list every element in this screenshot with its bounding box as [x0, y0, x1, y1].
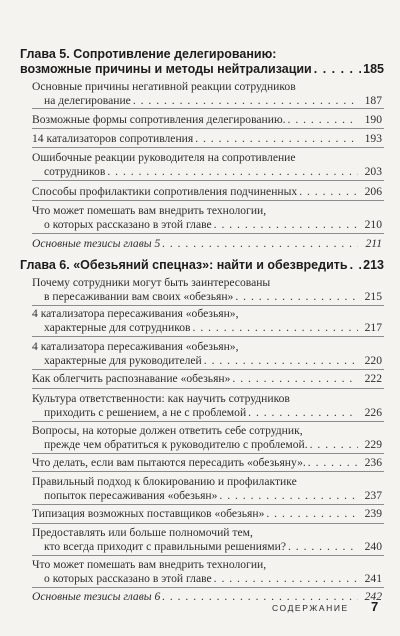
toc-entry[interactable] [32, 185, 382, 199]
chapter-5-heading [20, 47, 384, 77]
entry-page-number: 241 [364, 571, 382, 585]
entry-text: попыток пересаживания «обезьян» [44, 489, 218, 503]
chapter-title-line: возможные причины и методы нейтрализации [20, 62, 312, 77]
entry-page-number: 237 [364, 489, 382, 503]
entry-page-number: 236 [364, 455, 382, 469]
entry-divider [32, 504, 384, 505]
toc-entry[interactable] [32, 340, 382, 368]
entry-divider [32, 336, 384, 337]
entry-divider [32, 388, 384, 389]
entry-page-number: 217 [364, 321, 382, 335]
entry-text: сотрудников [44, 165, 106, 179]
chapter-page-number: 185 [363, 62, 384, 77]
entry-text: Предоставлять или больше полномочий тем, [32, 526, 253, 540]
entry-text: Что может помешать вам внедрить технологии, [32, 204, 267, 218]
entry-text: Типизация возможных поставщиков «обезьян» [32, 506, 265, 520]
entry-text: о которых рассказано в этой главе [44, 571, 212, 585]
page-number: 7 [371, 599, 379, 615]
entry-text: Правильный подход к блокированию и профилактике [32, 475, 297, 489]
entry-page-number: 190 [364, 112, 382, 126]
entry-divider [32, 421, 384, 422]
entry-page-number: 211 [365, 237, 382, 251]
toc-entry[interactable] [32, 276, 382, 304]
entry-page-number: 210 [364, 218, 382, 232]
entry-divider [32, 523, 384, 524]
toc-entry[interactable] [32, 456, 382, 470]
toc-entry[interactable] [32, 132, 382, 146]
entry-divider [32, 233, 384, 234]
toc-entry[interactable] [32, 372, 382, 386]
toc-entry[interactable] [32, 424, 382, 452]
entry-text: Возможные формы сопротивления делегированию. [32, 112, 286, 126]
entry-divider [32, 128, 384, 129]
entry-text: прежде чем обратиться к руководителю с проблемой. [44, 438, 308, 451]
entry-text: Способы профилактики сопротивления подчиненных [32, 185, 298, 198]
entry-text: Как облегчить распознавание «обезьян» [32, 372, 231, 385]
entry-page-number: 187 [364, 94, 382, 107]
toc-entry[interactable] [32, 307, 382, 335]
entry-text: Вопросы, на которые должен ответить себе сотрудник, [32, 424, 303, 437]
entry-text: Основные тезисы главы 6 [32, 589, 161, 603]
entry-divider [32, 587, 384, 588]
entry-text: характерные для сотрудников [44, 321, 191, 335]
chapter-title-line: Глава 6. «Обезьяний спецназ»: найти и обезвредить [20, 258, 348, 273]
entry-page-number: 222 [364, 372, 382, 385]
entry-page-number: 193 [364, 132, 382, 145]
toc-entry[interactable] [32, 151, 382, 179]
toc-entry[interactable] [32, 80, 382, 108]
entry-text: 4 катализатора пересаживания «обезьян», [32, 340, 239, 354]
toc-entry[interactable] [32, 507, 382, 521]
toc-entry[interactable] [32, 204, 382, 232]
entry-text: кто всегда приходит с правильными решениями? [44, 540, 286, 554]
entry-text: на делегирование [44, 94, 131, 107]
entry-text: приходить с решением, а не с проблемой [44, 406, 247, 420]
entry-text: в пересаживании вам своих «обезьян» [44, 289, 234, 303]
entry-divider [32, 555, 384, 556]
entry-text: о которых рассказано в этой главе [44, 218, 212, 232]
entry-text: Что делать, если вам пытаются пересадить «обезьяну». [32, 455, 306, 469]
toc-entry[interactable] [32, 558, 382, 586]
entry-text: 4 катализатора пересаживания «обезьян», [32, 307, 239, 321]
entry-page-number: 203 [364, 165, 382, 179]
entry-text: Что может помешать вам внедрить технологии, [32, 557, 267, 571]
toc-entry[interactable] [32, 113, 382, 127]
toc-entry[interactable] [32, 392, 382, 420]
entry-page-number: 220 [364, 354, 382, 368]
toc-entry[interactable] [32, 590, 382, 604]
entry-text: Ошибочные реакции руководителя на сопротивление [32, 151, 296, 165]
entry-page-number: 229 [364, 438, 382, 451]
entry-text: характерные для руководителей [44, 354, 202, 368]
entry-divider [32, 180, 384, 181]
entry-page-number: 242 [364, 589, 382, 603]
entry-divider [32, 453, 384, 454]
entry-divider [32, 471, 384, 472]
entry-text: Культура ответственности: как научить сотрудников [32, 392, 290, 406]
toc-entry[interactable] [32, 475, 382, 503]
entry-divider [32, 305, 384, 306]
entry-text: Основные причины негативной реакции сотрудников [32, 80, 296, 93]
entry-page-number: 215 [364, 289, 382, 303]
toc-entry[interactable] [32, 526, 382, 554]
entry-divider [32, 369, 384, 370]
entry-text: Почему сотрудники могут быть заинтересованы [32, 275, 271, 289]
chapter-page-number: 213 [363, 258, 384, 273]
entry-divider [32, 147, 384, 148]
entry-text: 14 катализаторов сопротивления [32, 132, 194, 145]
entry-divider [32, 200, 384, 201]
entry-text: Основные тезисы главы 5 [32, 237, 161, 251]
toc-entry[interactable] [32, 237, 382, 251]
entry-page-number: 226 [364, 406, 382, 420]
entry-page-number: 239 [364, 506, 382, 520]
chapter-title-line: Глава 5. Сопротивление делегированию: [20, 47, 277, 62]
entry-page-number: 206 [364, 185, 382, 198]
running-footer-section: СОДЕРЖАНИЕ [272, 603, 349, 614]
chapter-6-heading [20, 258, 384, 273]
entry-divider [32, 108, 384, 109]
entry-page-number: 240 [364, 540, 382, 554]
